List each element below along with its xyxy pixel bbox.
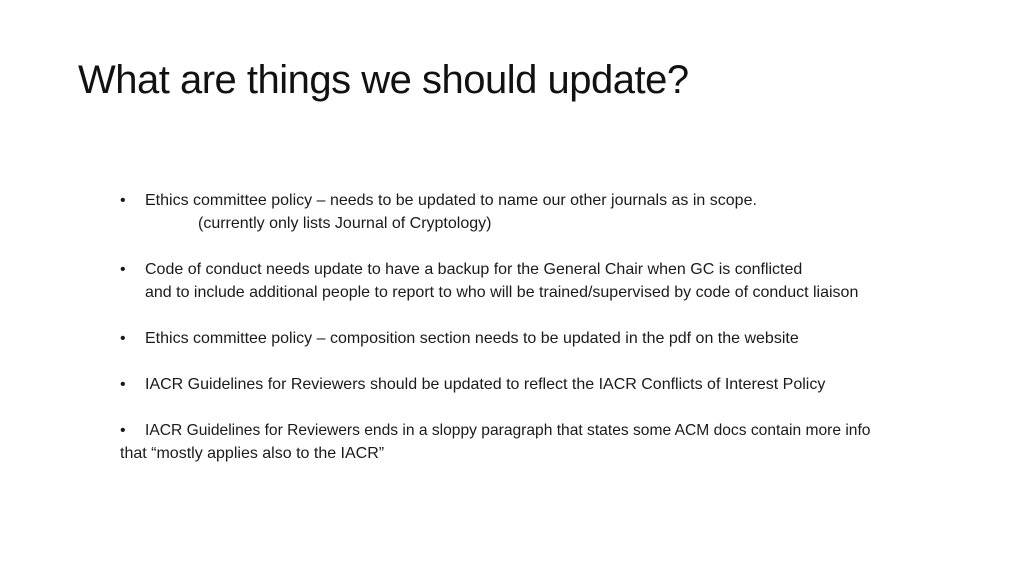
bullet-1-text: Ethics committee policy – needs to be updated to name our other journals as in scope.	[145, 192, 757, 209]
bullet-4-text: IACR Guidelines for Reviewers should be updated to reflect the IACR Conflicts of Interest Policy	[145, 376, 826, 393]
bullet-5-continuation: that “mostly applies also to the IACR”	[120, 445, 385, 462]
bullet-1-continuation: (currently only lists Journal of Cryptology)	[198, 215, 492, 232]
bullet-icon: •	[120, 261, 126, 278]
bullet-2-continuation: and to include additional people to report to who will be trained/supervised by code of conduct liaison	[145, 284, 859, 301]
bullet-icon: •	[120, 376, 126, 393]
bullet-icon: •	[120, 330, 126, 347]
bullet-icon: •	[120, 192, 126, 209]
bullet-3-text: Ethics committee policy – composition section needs to be updated in the pdf on the website	[145, 330, 799, 347]
slide-title: What are things we should update?	[78, 58, 689, 102]
bullet-5-text: IACR Guidelines for Reviewers ends in a sloppy paragraph that states some ACM docs contain more info	[145, 422, 871, 439]
bullet-icon: •	[120, 422, 126, 439]
bullet-2-text: Code of conduct needs update to have a backup for the General Chair when GC is conflicted	[145, 261, 803, 278]
